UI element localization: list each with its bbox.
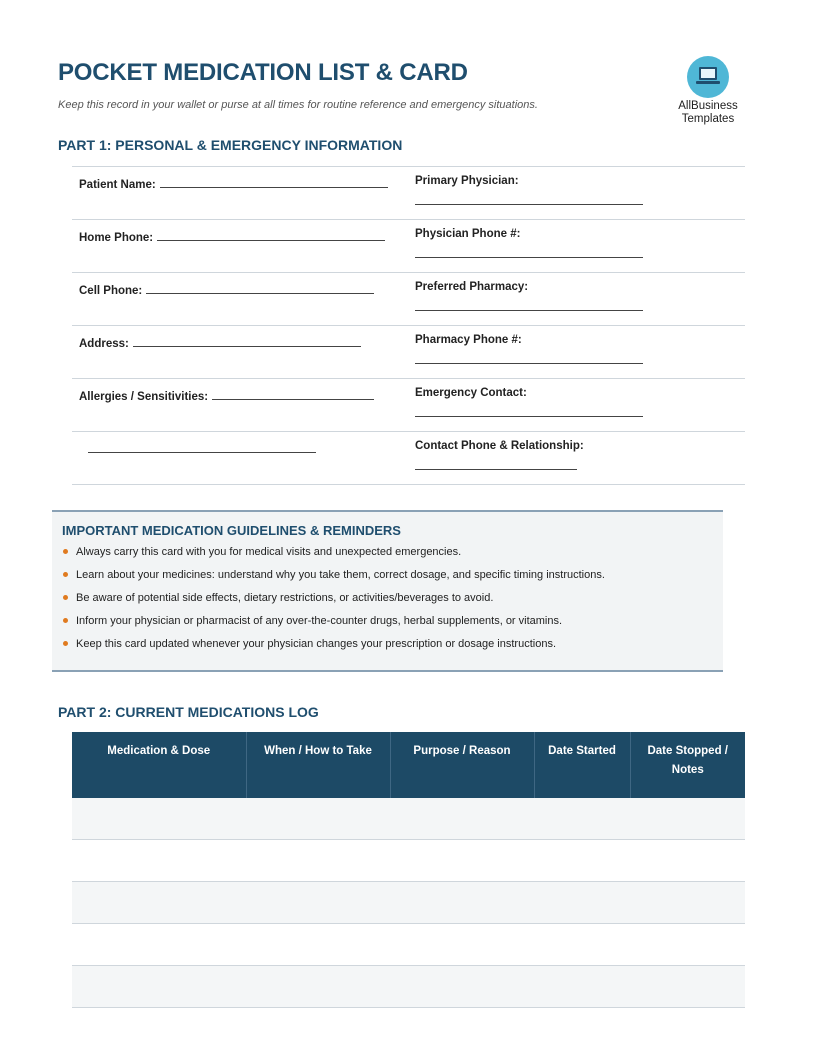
column-when-how: When / How to Take <box>246 732 390 798</box>
laptop-icon <box>696 66 720 86</box>
guideline-text: Always carry this card with you for medical visits and unexpected emergencies. <box>76 546 462 558</box>
table-cell[interactable] <box>534 966 630 1008</box>
table-cell[interactable] <box>630 840 745 882</box>
table-cell[interactable] <box>390 924 534 966</box>
guideline-item <box>62 592 605 615</box>
table-cell[interactable] <box>246 798 390 840</box>
physician-phone-field[interactable] <box>415 257 643 258</box>
info-row <box>72 326 745 379</box>
table-cell[interactable] <box>246 882 390 924</box>
info-row <box>72 379 745 432</box>
info-row <box>72 220 745 273</box>
patient-name-field[interactable] <box>160 175 388 188</box>
address-field[interactable] <box>133 334 361 347</box>
guidelines-box <box>52 510 723 672</box>
table-cell[interactable] <box>246 924 390 966</box>
table-cell[interactable] <box>534 840 630 882</box>
medications-table <box>72 732 745 1008</box>
table-cell[interactable] <box>246 840 390 882</box>
info-row <box>72 432 745 485</box>
home-phone-label: Home Phone: <box>79 232 154 244</box>
table-cell[interactable] <box>390 798 534 840</box>
bullet-icon <box>63 595 68 600</box>
table-row <box>72 924 745 966</box>
table-cell[interactable] <box>534 798 630 840</box>
table-cell[interactable] <box>630 966 745 1008</box>
table-row <box>72 882 745 924</box>
table-cell[interactable] <box>72 882 246 924</box>
guideline-text: Learn about your medicines: understand why you take them, correct dosage, and specific timing instructions. <box>76 569 605 581</box>
part2-heading: PART 2: CURRENT MEDICATIONS LOG <box>58 704 319 720</box>
table-cell[interactable] <box>630 798 745 840</box>
bullet-icon <box>63 549 68 554</box>
physician-phone-label: Physician Phone #: <box>415 228 521 240</box>
allergies-field[interactable] <box>212 387 374 400</box>
page-title: POCKET MEDICATION LIST & CARD <box>58 59 468 86</box>
home-phone-field[interactable] <box>157 228 385 241</box>
table-cell[interactable] <box>246 966 390 1008</box>
brand-logo <box>668 56 748 128</box>
table-cell[interactable] <box>72 966 246 1008</box>
table-cell[interactable] <box>534 882 630 924</box>
guideline-text: Inform your physician or pharmacist of any over-the-counter drugs, herbal supplements, or vitamins. <box>76 615 563 627</box>
logo-badge <box>687 56 729 98</box>
logo-text-line2: Templates <box>681 113 735 125</box>
table-cell[interactable] <box>72 840 246 882</box>
allergies-label: Allergies / Sensitivities: <box>79 391 209 403</box>
allergies-extra-field[interactable] <box>88 440 316 453</box>
table-cell[interactable] <box>390 840 534 882</box>
guideline-item <box>62 569 605 592</box>
guideline-text: Keep this card updated whenever your physician changes your prescription or dosage instructions. <box>76 638 556 650</box>
table-row <box>72 798 745 840</box>
guideline-text: Be aware of potential side effects, dietary restrictions, or activities/beverages to avoid. <box>76 592 494 604</box>
info-row <box>72 273 745 326</box>
guidelines-list <box>62 546 605 661</box>
pharmacy-phone-field[interactable] <box>415 363 643 364</box>
table-header-row <box>72 732 745 798</box>
table-cell[interactable] <box>630 924 745 966</box>
emergency-contact-field[interactable] <box>415 416 643 417</box>
preferred-pharmacy-field[interactable] <box>415 310 643 311</box>
table-cell[interactable] <box>630 882 745 924</box>
table-cell[interactable] <box>72 798 246 840</box>
cell-phone-field[interactable] <box>146 281 374 294</box>
emergency-contact-label: Emergency Contact: <box>415 387 527 399</box>
guideline-item <box>62 638 605 661</box>
pharmacy-phone-label: Pharmacy Phone #: <box>415 334 522 346</box>
part1-heading: PART 1: PERSONAL & EMERGENCY INFORMATION <box>58 137 403 153</box>
guideline-item <box>62 546 605 569</box>
table-cell[interactable] <box>390 966 534 1008</box>
bullet-icon <box>63 618 68 623</box>
column-purpose: Purpose / Reason <box>390 732 534 798</box>
patient-name-label: Patient Name: <box>79 179 156 191</box>
logo-text-line1: AllBusiness <box>678 100 738 112</box>
personal-info-table <box>72 166 745 485</box>
info-row <box>72 167 745 220</box>
primary-physician-label: Primary Physician: <box>415 175 519 187</box>
contact-phone-relationship-label: Contact Phone & Relationship: <box>415 440 584 452</box>
table-row <box>72 840 745 882</box>
column-date-started: Date Started <box>534 732 630 798</box>
table-cell[interactable] <box>72 924 246 966</box>
column-date-stopped-notes: Date Stopped / Notes <box>630 732 745 798</box>
bullet-icon <box>63 641 68 646</box>
table-cell[interactable] <box>534 924 630 966</box>
primary-physician-field[interactable] <box>415 204 643 205</box>
guideline-item <box>62 615 605 638</box>
bullet-icon <box>63 572 68 577</box>
page-subtitle: Keep this record in your wallet or purse at all times for routine reference and emergency situations. <box>58 99 538 111</box>
column-medication-dose: Medication & Dose <box>72 732 246 798</box>
preferred-pharmacy-label: Preferred Pharmacy: <box>415 281 529 293</box>
address-label: Address: <box>79 338 129 350</box>
guidelines-title: IMPORTANT MEDICATION GUIDELINES & REMINDERS <box>62 523 401 538</box>
cell-phone-label: Cell Phone: <box>79 285 143 297</box>
contact-phone-relationship-field[interactable] <box>415 469 577 470</box>
table-cell[interactable] <box>390 882 534 924</box>
table-row <box>72 966 745 1008</box>
